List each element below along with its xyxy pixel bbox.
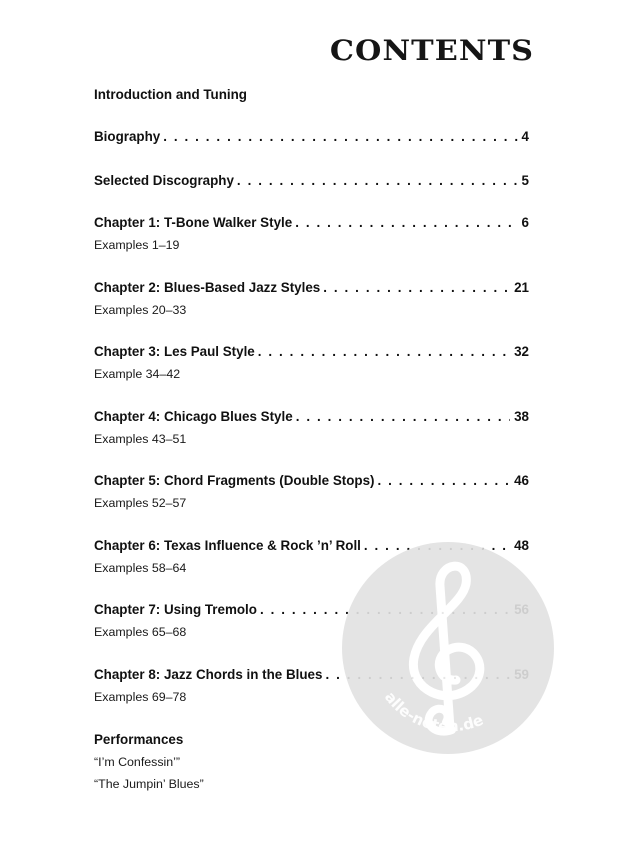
toc-examples: Examples 43–51: [94, 432, 187, 446]
toc-entry-biography[interactable]: [94, 128, 529, 146]
toc-entry-label: Biography: [94, 129, 161, 144]
toc-entry-label: Chapter 4: Chicago Blues Style: [94, 409, 293, 424]
toc-page-number: 5: [521, 173, 529, 188]
toc-examples: Example 34–42: [94, 367, 181, 381]
toc-entry-label: Chapter 8: Jazz Chords in the Blues: [94, 667, 323, 682]
toc-entry-label: Chapter 6: Texas Influence & Rock ’n’ Roll: [94, 538, 361, 553]
leader-dots: [323, 279, 510, 297]
performance-item: “The Jumpin’ Blues”: [94, 777, 204, 791]
toc-entry-label: Chapter 7: Using Tremolo: [94, 602, 257, 617]
toc-page-number: 32: [514, 344, 529, 359]
leader-dots: [377, 472, 510, 490]
toc-entry-label: Chapter 5: Chord Fragments (Double Stops): [94, 473, 375, 488]
leader-dots: [163, 128, 517, 146]
toc-page-number: 46: [514, 473, 529, 488]
toc-page-number: 38: [514, 409, 529, 424]
watermark-text: alle-noten.de: [380, 688, 486, 736]
toc-entry-label: Chapter 1: T-Bone Walker Style: [94, 215, 293, 230]
watermark-logo: [340, 540, 556, 756]
leader-dots: [296, 408, 510, 426]
leader-dots: [258, 343, 510, 361]
toc-entry-label: Selected Discography: [94, 173, 234, 188]
toc-page-number: 4: [521, 129, 529, 144]
toc-intro: Introduction and Tuning: [94, 87, 247, 102]
toc-entry-discography[interactable]: [94, 172, 529, 190]
toc-entry-label: Chapter 2: Blues-Based Jazz Styles: [94, 280, 321, 295]
leader-dots: [237, 172, 518, 190]
toc-examples: Examples 65–68: [94, 625, 187, 639]
page-title: CONTENTS: [329, 34, 534, 67]
toc-page-number: 21: [514, 280, 529, 295]
toc-page-number: 6: [521, 215, 529, 230]
performances-heading: Performances: [94, 732, 184, 747]
toc-entry-chapter-3[interactable]: [94, 343, 529, 383]
leader-dots: [295, 214, 517, 232]
toc-entry-chapter-1[interactable]: [94, 214, 529, 254]
toc-examples: Examples 1–19: [94, 238, 180, 252]
toc-examples: Examples 69–78: [94, 690, 187, 704]
toc-page-number: 48: [514, 538, 529, 553]
toc-entry-chapter-4[interactable]: [94, 408, 529, 448]
performance-item: “I’m Confessin’”: [94, 755, 181, 769]
toc-examples: Examples 52–57: [94, 496, 187, 510]
toc-entry-chapter-5[interactable]: [94, 472, 529, 512]
toc-examples: Examples 58–64: [94, 561, 187, 575]
toc-entry-label: Chapter 3: Les Paul Style: [94, 344, 255, 359]
toc-entry-chapter-2[interactable]: [94, 279, 529, 319]
toc-examples: Examples 20–33: [94, 303, 187, 317]
